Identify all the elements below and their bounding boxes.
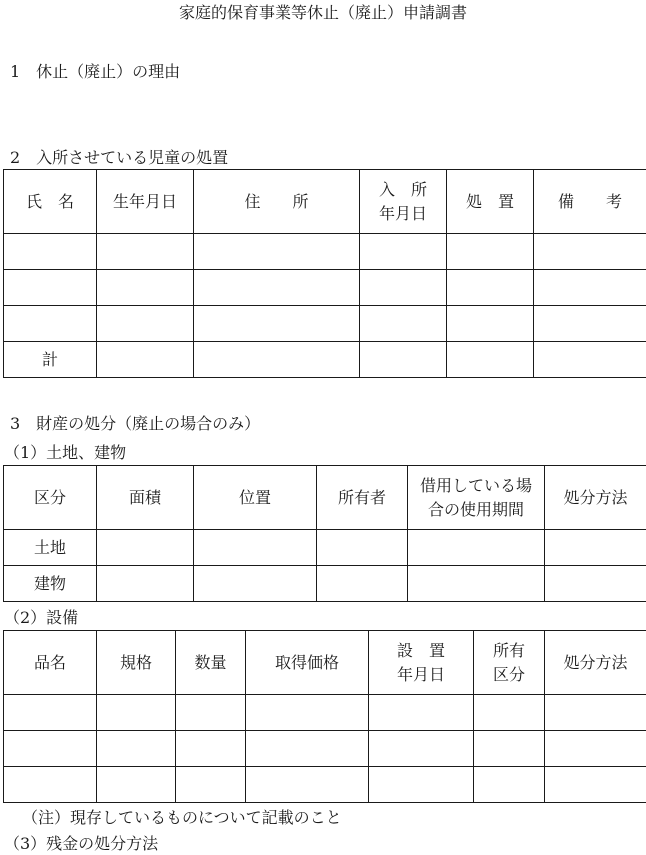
table-row <box>4 566 646 602</box>
header-admission-date <box>360 170 447 234</box>
header-install-line1: 設 置 <box>396 640 445 660</box>
table-cell[interactable] <box>4 695 97 731</box>
header-disposal-method: 処分方法 <box>545 631 646 695</box>
table-cell[interactable] <box>369 731 474 767</box>
header-install-line2: 年月日 <box>396 664 445 684</box>
table-cell[interactable] <box>194 234 360 270</box>
table-cell[interactable] <box>4 767 97 803</box>
table-header-row <box>4 631 646 695</box>
table-cell[interactable] <box>534 342 646 378</box>
table-cell[interactable] <box>545 767 646 803</box>
equipment-table <box>3 630 646 803</box>
table-cell[interactable] <box>4 270 97 306</box>
table-cell[interactable] <box>97 270 194 306</box>
table-cell[interactable] <box>360 342 447 378</box>
header-name: 氏 名 <box>4 170 97 234</box>
table-row <box>4 767 646 803</box>
table-cell[interactable] <box>408 530 545 566</box>
subsection-3-heading: （3）残金の処分方法 <box>4 834 159 853</box>
header-area: 面積 <box>97 466 194 530</box>
header-lease-period <box>408 466 545 530</box>
header-spec: 規格 <box>97 631 176 695</box>
header-ownership-line2: 区分 <box>492 664 525 684</box>
header-acquisition-price: 取得価格 <box>246 631 369 695</box>
document-title: 家庭的保育事業等休止（廃止）申請調書 <box>178 3 467 22</box>
table-cell[interactable] <box>534 306 646 342</box>
table-cell[interactable] <box>534 270 646 306</box>
table-cell[interactable] <box>97 342 194 378</box>
children-disposition-table <box>3 169 646 378</box>
table-cell[interactable] <box>97 731 176 767</box>
table-cell[interactable] <box>97 306 194 342</box>
table-cell[interactable] <box>194 566 317 602</box>
table-cell[interactable] <box>317 566 408 602</box>
table-cell[interactable] <box>545 530 646 566</box>
header-installation-date <box>369 631 474 695</box>
header-owner: 所有者 <box>317 466 408 530</box>
table-cell[interactable] <box>447 270 534 306</box>
header-admission-line2: 年月日 <box>378 203 427 223</box>
table-cell[interactable] <box>447 342 534 378</box>
row-label-land: 土地 <box>4 530 97 566</box>
table-cell[interactable] <box>474 767 545 803</box>
subsection-1-heading: （1）土地、建物 <box>4 443 127 462</box>
table-cell[interactable] <box>317 530 408 566</box>
header-lease-line1: 借用している場 <box>419 475 532 495</box>
table-cell[interactable] <box>447 234 534 270</box>
header-birthdate: 生年月日 <box>97 170 194 234</box>
table-cell[interactable] <box>474 695 545 731</box>
header-location: 位置 <box>194 466 317 530</box>
table-cell[interactable] <box>176 767 246 803</box>
header-remarks: 備 考 <box>534 170 646 234</box>
total-row <box>4 342 646 378</box>
header-address: 住 所 <box>194 170 360 234</box>
table-row <box>4 234 646 270</box>
table-cell[interactable] <box>4 306 97 342</box>
table-cell[interactable] <box>97 566 194 602</box>
table-cell[interactable] <box>176 695 246 731</box>
table-cell[interactable] <box>360 234 447 270</box>
section-2-heading: 2 入所させている児童の処置 <box>10 148 229 167</box>
table-cell[interactable] <box>97 767 176 803</box>
table-cell[interactable] <box>246 731 369 767</box>
land-building-table <box>3 465 646 602</box>
table-cell[interactable] <box>194 342 360 378</box>
section-1-heading: 1 休止（廃止）の理由 <box>10 62 181 81</box>
total-label: 計 <box>4 342 97 378</box>
table-cell[interactable] <box>97 530 194 566</box>
table-row <box>4 731 646 767</box>
table-cell[interactable] <box>447 306 534 342</box>
table-cell[interactable] <box>534 234 646 270</box>
table-cell[interactable] <box>97 695 176 731</box>
table-cell[interactable] <box>4 731 97 767</box>
header-ownership <box>474 631 545 695</box>
header-lease-line2: 合の使用期間 <box>427 499 524 519</box>
header-item-name: 品名 <box>4 631 97 695</box>
table-cell[interactable] <box>4 234 97 270</box>
table-cell[interactable] <box>474 731 545 767</box>
equipment-note: （注）現存しているものについて記載のこと <box>22 808 342 827</box>
section-3-heading: 3 財産の処分（廃止の場合のみ） <box>10 414 261 433</box>
table-row <box>4 306 646 342</box>
table-row <box>4 695 646 731</box>
header-admission-line1: 入 所 <box>378 179 427 199</box>
table-cell[interactable] <box>176 731 246 767</box>
table-cell[interactable] <box>408 566 545 602</box>
table-cell[interactable] <box>545 695 646 731</box>
table-cell[interactable] <box>545 566 646 602</box>
table-cell[interactable] <box>194 270 360 306</box>
table-cell[interactable] <box>246 695 369 731</box>
table-cell[interactable] <box>360 270 447 306</box>
table-row <box>4 530 646 566</box>
table-cell[interactable] <box>369 695 474 731</box>
table-cell[interactable] <box>246 767 369 803</box>
row-label-building: 建物 <box>4 566 97 602</box>
table-cell[interactable] <box>194 306 360 342</box>
table-cell[interactable] <box>360 306 447 342</box>
table-header-row <box>4 170 646 234</box>
header-disposal-method: 処分方法 <box>545 466 646 530</box>
table-cell[interactable] <box>194 530 317 566</box>
header-quantity: 数量 <box>176 631 246 695</box>
header-disposition: 処 置 <box>447 170 534 234</box>
header-ownership-line1: 所有 <box>492 640 525 660</box>
table-cell[interactable] <box>369 767 474 803</box>
table-row <box>4 270 646 306</box>
header-category: 区分 <box>4 466 97 530</box>
table-cell[interactable] <box>97 234 194 270</box>
subsection-2-heading: （2）設備 <box>4 608 79 627</box>
table-header-row <box>4 466 646 530</box>
table-cell[interactable] <box>545 731 646 767</box>
